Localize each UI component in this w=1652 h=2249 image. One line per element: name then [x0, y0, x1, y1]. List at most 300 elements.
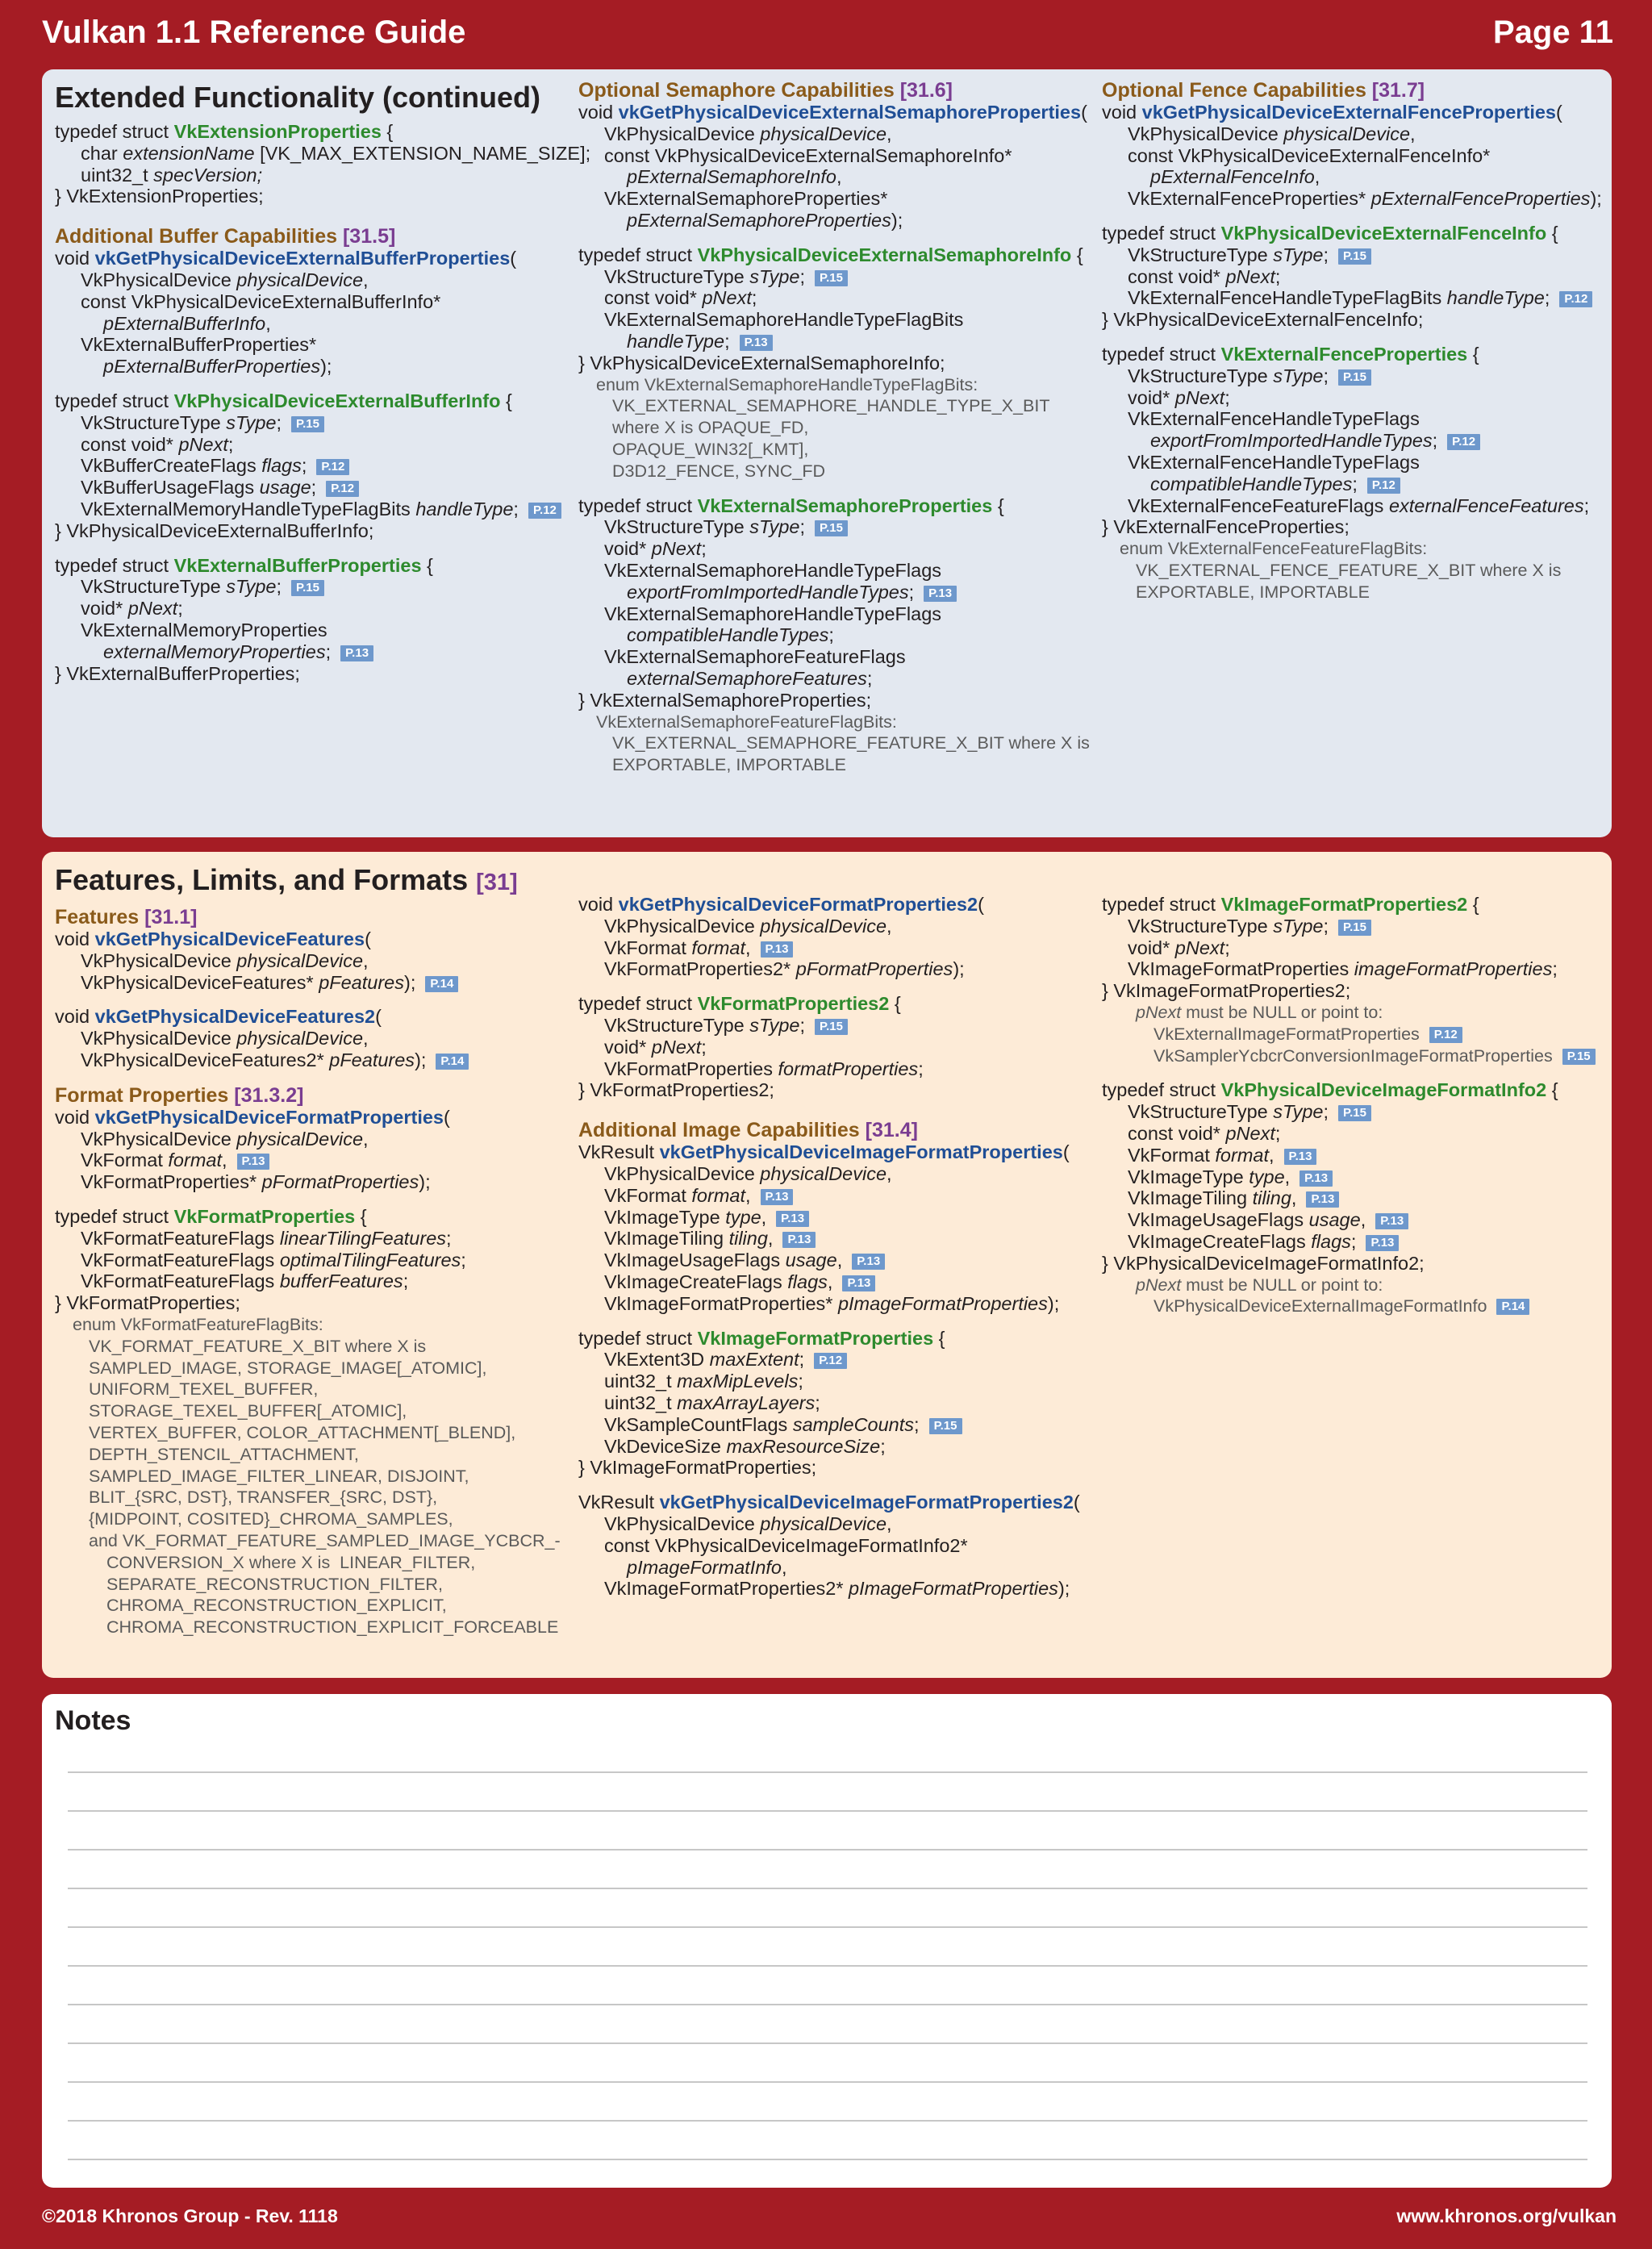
page-ref-badge[interactable]: P.12	[528, 503, 561, 519]
brace: {	[1546, 222, 1558, 244]
member-name: sType	[749, 1014, 800, 1036]
param-type: VkFormat	[604, 1184, 692, 1206]
punct: );	[891, 209, 903, 231]
punct: ,	[363, 1128, 369, 1150]
member-type: const void*	[81, 433, 179, 455]
page-ref-badge[interactable]: P.15	[1338, 920, 1371, 936]
brace: {	[381, 121, 394, 142]
note-keyword: pNext	[1136, 1002, 1182, 1022]
param: const VkPhysicalDeviceExternalFenceInfo*	[1128, 144, 1491, 166]
param-name: format	[691, 1184, 745, 1206]
member-name: specVersion;	[153, 164, 263, 186]
enum-note: D3D12_FENCE, SYNC_FD	[612, 461, 826, 481]
punct: ;	[1323, 915, 1329, 937]
punct: );	[1590, 188, 1602, 210]
member-type: VkExtent3D	[604, 1349, 710, 1371]
function-name: vkGetPhysicalDeviceFeatures2	[94, 1006, 376, 1028]
page-ref-badge[interactable]: P.15	[291, 580, 324, 596]
param-name: pImageFormatProperties	[849, 1578, 1058, 1600]
function-name: vkGetPhysicalDeviceImageFormatProperties2	[659, 1492, 1074, 1513]
return-type: void	[1102, 102, 1142, 123]
note-text: must be NULL or point to:	[1181, 1275, 1383, 1295]
notes-panel	[42, 1694, 1612, 2188]
punct: ,	[886, 1513, 892, 1534]
struct-member	[1102, 244, 1610, 266]
punct: ;	[908, 581, 915, 603]
footer-copyright: ©2018 Khronos Group - Rev. 1118	[42, 2205, 338, 2226]
param	[578, 123, 1099, 145]
note-line[interactable]	[68, 1965, 1587, 1967]
page-ref-badge[interactable]: P.13	[740, 335, 773, 351]
member-name: bufferFeatures	[279, 1271, 403, 1292]
member-name: pNext	[651, 1036, 702, 1058]
param	[578, 916, 1099, 937]
page-ref-badge[interactable]: P.13	[924, 586, 957, 602]
return-type: void	[578, 102, 619, 123]
member-type: VkStructureType	[1128, 915, 1274, 937]
punct: ;	[1583, 494, 1590, 516]
punct: ,	[886, 1162, 892, 1184]
member-name: handleType	[1446, 287, 1545, 309]
brace: {	[500, 390, 512, 411]
punct: ,	[836, 166, 842, 188]
member-name: flags	[1311, 1230, 1351, 1252]
brace: {	[933, 1327, 945, 1349]
struct-member: VkExternalMemoryProperties	[81, 619, 327, 640]
struct-member	[1102, 474, 1610, 495]
member-name: type	[1249, 1166, 1285, 1187]
punct: );	[953, 958, 965, 980]
struct-member	[578, 287, 1099, 309]
page-ref-badge[interactable]: P.13	[782, 1232, 816, 1248]
page-ref-badge[interactable]: P.13	[340, 645, 373, 661]
struct-member	[578, 1037, 1099, 1058]
struct-end: } VkImageFormatProperties;	[578, 1457, 817, 1479]
brace: {	[889, 993, 901, 1015]
page-ref-badge[interactable]: P.15	[1338, 1105, 1371, 1121]
punct: ;	[828, 624, 834, 646]
enum-note: UNIFORM_TEXEL_BUFFER,	[89, 1379, 319, 1400]
enum-note: CONVERSION_X where X is LINEAR_FILTER,	[106, 1552, 476, 1572]
param-name: physicalDevice	[760, 1513, 887, 1534]
member-type: const void*	[1128, 1122, 1226, 1144]
param	[55, 269, 571, 291]
page-ref-badge[interactable]: P.13	[1299, 1170, 1333, 1187]
member-suffix: [VK_MAX_EXTENSION_NAME_SIZE];	[254, 142, 591, 164]
member-type: void*	[604, 538, 652, 560]
heading-text: Optional Semaphore Capabilities	[578, 79, 900, 102]
return-type: void	[578, 894, 619, 915]
paren: (	[375, 1006, 382, 1028]
func-decl	[578, 102, 1099, 123]
param-name: physicalDevice	[760, 1162, 887, 1184]
page-ref-badge[interactable]: P.12	[316, 459, 349, 475]
member-type: uint32_t	[604, 1371, 678, 1392]
member-type: VkExternalFenceFeatureFlags	[1128, 494, 1389, 516]
page-ref-badge[interactable]: P.13	[776, 1211, 809, 1227]
struct-member	[1102, 1101, 1610, 1123]
param-type: VkFormatProperties2*	[604, 958, 796, 980]
page-ref-badge[interactable]: P.12	[1447, 434, 1480, 450]
param	[578, 210, 1099, 232]
note-line[interactable]	[68, 2081, 1587, 2083]
section-heading	[55, 225, 571, 248]
func-decl	[578, 1141, 1099, 1163]
brace: {	[1071, 244, 1083, 265]
page-ref-badge[interactable]: P.13	[1306, 1191, 1339, 1208]
keyword: typedef struct	[55, 1205, 174, 1227]
punct: );	[415, 1049, 427, 1070]
keyword: typedef struct	[1102, 1079, 1221, 1101]
section-heading	[578, 1119, 1099, 1141]
punct: ;	[914, 1413, 920, 1435]
enum-note: VERTEX_BUFFER, COLOR_ATTACHMENT[_BLEND],	[89, 1422, 516, 1442]
member-name: sType	[1273, 1101, 1324, 1123]
enum-note: VK_EXTERNAL_SEMAPHORE_FEATURE_X_BIT where X is	[612, 733, 1090, 753]
member-type: VkStructureType	[604, 516, 750, 538]
struct-decl	[578, 495, 1099, 517]
punct: ,	[745, 1184, 751, 1206]
param-name: usage	[785, 1250, 837, 1271]
param-name: tiling	[728, 1228, 768, 1250]
param	[578, 937, 1099, 959]
member-type: VkSampleCountFlags	[604, 1413, 793, 1435]
struct-member	[1102, 430, 1610, 452]
enum-note: enum VkFormatFeatureFlagBits:	[73, 1314, 323, 1334]
paren: (	[1081, 102, 1087, 123]
struct-member	[55, 455, 571, 477]
punct: ,	[836, 1250, 843, 1271]
member-name: maxArrayLayers	[677, 1392, 816, 1413]
param-type: VkPhysicalDevice	[604, 1513, 761, 1534]
param-name: physicalDevice	[236, 949, 364, 971]
param	[578, 1293, 1099, 1315]
page-ref-badge[interactable]: P.15	[1562, 1049, 1596, 1065]
struct-member	[1102, 266, 1610, 288]
struct-member	[1102, 958, 1610, 980]
punct: ;	[798, 1371, 803, 1392]
param-type: VkPhysicalDevice	[81, 1028, 237, 1049]
param-name: physicalDevice	[236, 269, 364, 290]
heading-text: Additional Buffer Capabilities	[55, 225, 343, 248]
page-ref-badge[interactable]: P.13	[761, 1189, 794, 1205]
note-text: VkExternalImageFormatProperties	[1153, 1024, 1420, 1044]
member-name: sType	[749, 516, 800, 538]
page-ref-badge[interactable]: P.12	[1429, 1027, 1462, 1043]
heading-text: Features	[55, 906, 145, 928]
member-type: void*	[604, 1036, 652, 1058]
page-ref-badge[interactable]: P.15	[1338, 369, 1371, 386]
enum-note: OPAQUE_WIN32[_KMT],	[612, 439, 809, 459]
punct: ;	[227, 433, 234, 455]
param-type: VkFormat	[81, 1150, 169, 1171]
struct-member	[55, 142, 591, 165]
page-ref-badge[interactable]: P.13	[1284, 1149, 1317, 1165]
param	[578, 1207, 1099, 1229]
page-ref-badge[interactable]: P.15	[1338, 248, 1371, 265]
heading-text: Format Properties	[55, 1083, 235, 1107]
param-type: VkImageType	[604, 1206, 726, 1228]
panel-title	[55, 862, 571, 901]
punct: ;	[701, 1036, 707, 1058]
keyword: typedef struct	[55, 121, 174, 142]
member-name: pNext	[127, 598, 178, 620]
paren: (	[1062, 1141, 1070, 1163]
struct-name: VkPhysicalDeviceExternalBufferInfo	[173, 390, 501, 411]
member-type: VkExternalMemoryHandleTypeFlagBits	[81, 498, 416, 519]
param-type: VkImageFormatProperties*	[604, 1292, 838, 1314]
struct-member	[1102, 1145, 1610, 1166]
section-ref: [31.1]	[144, 906, 198, 928]
page-ref-badge[interactable]: P.14	[425, 976, 458, 992]
note-line[interactable]	[68, 2120, 1587, 2122]
struct-member	[55, 576, 571, 598]
brace: {	[992, 494, 1004, 516]
note-line[interactable]	[68, 2042, 1587, 2044]
member-type: char	[81, 142, 123, 164]
function-name: vkGetPhysicalDeviceFeatures	[94, 928, 365, 949]
member-name: sampleCounts	[792, 1413, 915, 1435]
param	[578, 166, 1099, 188]
page-ref-badge[interactable]: P.13	[1366, 1235, 1399, 1251]
paren: (	[1073, 1492, 1080, 1513]
member-name: usage	[1308, 1209, 1361, 1231]
enum-note: and VK_FORMAT_FEATURE_SAMPLED_IMAGE_YCBCR_-	[89, 1530, 561, 1550]
struct-end: } VkExtensionProperties;	[55, 186, 264, 207]
struct-decl	[578, 993, 1099, 1015]
struct-member	[1102, 1123, 1610, 1145]
punct: ,	[1269, 1144, 1274, 1166]
page-ref-badge[interactable]: P.14	[1496, 1299, 1529, 1315]
param-name: pExternalSemaphoreProperties	[627, 209, 891, 231]
struct-member	[578, 668, 1099, 690]
param	[578, 1271, 1099, 1293]
param: const VkPhysicalDeviceExternalSemaphoreInfo*	[604, 144, 1012, 166]
punct: ;	[1274, 1122, 1281, 1144]
paren: (	[443, 1106, 450, 1128]
struct-member	[55, 598, 571, 620]
member-type: VkBufferCreateFlags	[81, 455, 262, 477]
struct-member	[55, 165, 571, 186]
param	[55, 1028, 571, 1049]
page-ref-badge[interactable]: P.13	[1375, 1213, 1408, 1229]
punct: ;	[1552, 958, 1558, 980]
param-type: VkPhysicalDevice	[604, 915, 761, 937]
brace: {	[1467, 894, 1479, 915]
punct: ,	[1410, 123, 1416, 144]
param-type: VkPhysicalDeviceFeatures2*	[81, 1049, 330, 1070]
struct-member	[55, 412, 571, 434]
punct: ;	[1544, 287, 1550, 309]
struct-member: VkExternalFenceHandleTypeFlags	[1128, 408, 1420, 430]
enum-note: enum VkExternalFenceFeatureFlagBits:	[1120, 539, 1428, 559]
note-line[interactable]	[68, 1771, 1587, 1773]
param-type: VkImageTiling	[604, 1228, 729, 1250]
member-name: imageFormatProperties	[1354, 958, 1553, 980]
brace: {	[355, 1205, 367, 1227]
struct-member: VkExternalFenceHandleTypeFlags	[1128, 451, 1420, 473]
page-ref-badge[interactable]: P.15	[929, 1418, 962, 1434]
enum-note: DEPTH_STENCIL_ATTACHMENT,	[89, 1444, 359, 1464]
member-type: void*	[81, 598, 128, 620]
member-name: extensionName	[123, 142, 255, 164]
punct: ;	[301, 455, 307, 477]
page-ref-badge[interactable]: P.12	[1367, 478, 1400, 494]
param-name: pExternalBufferInfo	[103, 312, 266, 334]
enum-note: SEPARATE_RECONSTRUCTION_FILTER,	[106, 1574, 443, 1594]
pnext-note	[1102, 1275, 1610, 1296]
struct-end: } VkExternalFenceProperties;	[1102, 516, 1350, 538]
struct-member	[1102, 1209, 1610, 1231]
member-name: compatibleHandleTypes	[627, 624, 829, 646]
brace: {	[1467, 343, 1479, 365]
note-line[interactable]	[68, 1810, 1587, 1812]
note-line[interactable]	[68, 2159, 1587, 2160]
member-name: sType	[226, 576, 277, 598]
param-name: format	[691, 937, 745, 958]
member-name: pNext	[1174, 386, 1225, 408]
param-type: VkPhysicalDeviceFeatures*	[81, 971, 319, 993]
param	[55, 1150, 571, 1171]
note-line[interactable]	[68, 1926, 1587, 1928]
page-ref-badge[interactable]: P.13	[237, 1154, 270, 1170]
param-name: physicalDevice	[236, 1128, 364, 1150]
struct-member	[1102, 495, 1610, 517]
page-ref-badge[interactable]: P.15	[291, 416, 324, 432]
member-name: sType	[749, 265, 800, 287]
struct-end: } VkExternalBufferProperties;	[55, 662, 300, 684]
struct-member: VkExternalSemaphoreHandleTypeFlags	[604, 559, 942, 581]
struct-member: VkExternalSemaphoreHandleTypeFlagBits	[604, 309, 964, 331]
footer-url[interactable]: www.khronos.org/vulkan	[1396, 2205, 1617, 2226]
note-line[interactable]	[68, 2004, 1587, 2005]
param-name: pFeatures	[319, 971, 404, 993]
paren: (	[510, 248, 517, 269]
param-type: VkPhysicalDevice	[604, 123, 761, 144]
page-ref-badge[interactable]: P.15	[815, 520, 848, 536]
param-name: pExternalFenceInfo	[1150, 166, 1315, 188]
member-name: handleType	[415, 498, 514, 519]
enum-note: CHROMA_RECONSTRUCTION_EXPLICIT_FORCEABLE	[106, 1617, 559, 1638]
keyword: typedef struct	[578, 1327, 698, 1349]
func-decl	[55, 248, 571, 269]
paren: (	[978, 894, 984, 915]
struct-decl	[578, 1328, 1099, 1350]
member-name: sType	[1273, 915, 1324, 937]
punct: ,	[782, 1556, 787, 1578]
struct-decl	[1102, 223, 1610, 244]
punct: );	[419, 1171, 431, 1193]
page-ref-badge[interactable]: P.13	[842, 1275, 875, 1291]
note-line[interactable]	[68, 1888, 1587, 1889]
func-decl	[55, 1107, 571, 1129]
blue-column-1	[55, 79, 591, 684]
struct-member	[578, 624, 1099, 646]
punct: ;	[724, 330, 730, 352]
member-type: const void*	[604, 287, 703, 309]
page-ref-badge[interactable]: P.12	[326, 481, 359, 497]
member-type: VkFormatFeatureFlags	[81, 1249, 280, 1271]
struct-member	[578, 331, 1099, 353]
param-type: VkFormatProperties*	[81, 1171, 262, 1193]
struct-member	[55, 641, 571, 663]
paren: (	[365, 928, 371, 949]
function-name: vkGetPhysicalDeviceExternalFenceProperties	[1141, 102, 1556, 123]
page-ref-badge[interactable]: P.15	[815, 1019, 848, 1035]
punct: ,	[363, 949, 369, 971]
struct-name: VkExternalSemaphoreProperties	[697, 494, 993, 516]
punct: ,	[1284, 1166, 1291, 1187]
section-ref: [31.7]	[1371, 79, 1425, 102]
features-limits-formats-panel	[42, 852, 1612, 1678]
return-type: void	[55, 1106, 95, 1128]
struct-member	[1102, 937, 1610, 959]
param	[578, 1557, 1099, 1579]
struct-member	[55, 1228, 571, 1250]
struct-end: } VkFormatProperties;	[55, 1292, 240, 1314]
punct: ;	[799, 265, 806, 287]
struct-member	[578, 1414, 1099, 1436]
member-type: VkStructureType	[1128, 365, 1274, 386]
member-type: VkStructureType	[604, 1014, 750, 1036]
struct-member	[1102, 387, 1610, 409]
struct-end: } VkImageFormatProperties2;	[1102, 980, 1351, 1002]
member-name: sType	[1273, 365, 1324, 386]
param-name: physicalDevice	[1283, 123, 1411, 144]
page-ref-badge[interactable]: P.13	[761, 941, 794, 958]
member-type: VkFormatFeatureFlags	[81, 1227, 280, 1249]
punct: ;	[1432, 430, 1438, 452]
punct: ,	[265, 312, 271, 334]
param	[578, 1185, 1099, 1207]
member-type: VkImageType	[1128, 1166, 1249, 1187]
struct-member	[1102, 365, 1610, 387]
struct-name: VkFormatProperties	[173, 1205, 356, 1227]
note-line[interactable]	[68, 1849, 1587, 1851]
page-ref-badge[interactable]: P.14	[436, 1054, 469, 1070]
section-ref: [31.3.2]	[234, 1083, 304, 1107]
struct-name: VkPhysicalDeviceExternalFenceInfo	[1220, 222, 1547, 244]
param-type: VkImageFormatProperties2*	[604, 1578, 849, 1600]
punct: ;	[276, 576, 282, 598]
member-type: VkStructureType	[1128, 1101, 1274, 1123]
member-name: sType	[226, 411, 277, 433]
punct: ;	[918, 1058, 924, 1079]
param-type: VkExternalFenceProperties*	[1128, 188, 1371, 210]
extended-functionality-panel	[42, 69, 1612, 837]
punct: ;	[1323, 244, 1329, 265]
punct: ;	[403, 1271, 409, 1292]
page-ref-badge[interactable]: P.13	[852, 1254, 885, 1270]
page-ref-badge[interactable]: P.15	[815, 270, 848, 286]
punct: ,	[886, 123, 892, 144]
member-type: uint32_t	[81, 164, 154, 186]
notes-title: Notes	[55, 1705, 131, 1736]
struct-member	[578, 266, 1099, 288]
page-ref-badge[interactable]: P.12	[814, 1353, 847, 1369]
struct-decl	[1102, 894, 1610, 916]
param	[55, 1129, 571, 1150]
param-name: pFormatProperties	[795, 958, 953, 980]
punct: ;	[1274, 265, 1281, 287]
struct-name: VkExtensionProperties	[173, 121, 382, 142]
punct: ;	[325, 640, 332, 662]
section-heading	[1102, 79, 1610, 102]
section-heading	[55, 906, 571, 928]
func-decl	[578, 1492, 1099, 1513]
page-ref-badge[interactable]: P.12	[1559, 291, 1592, 307]
struct-decl	[55, 1206, 571, 1228]
